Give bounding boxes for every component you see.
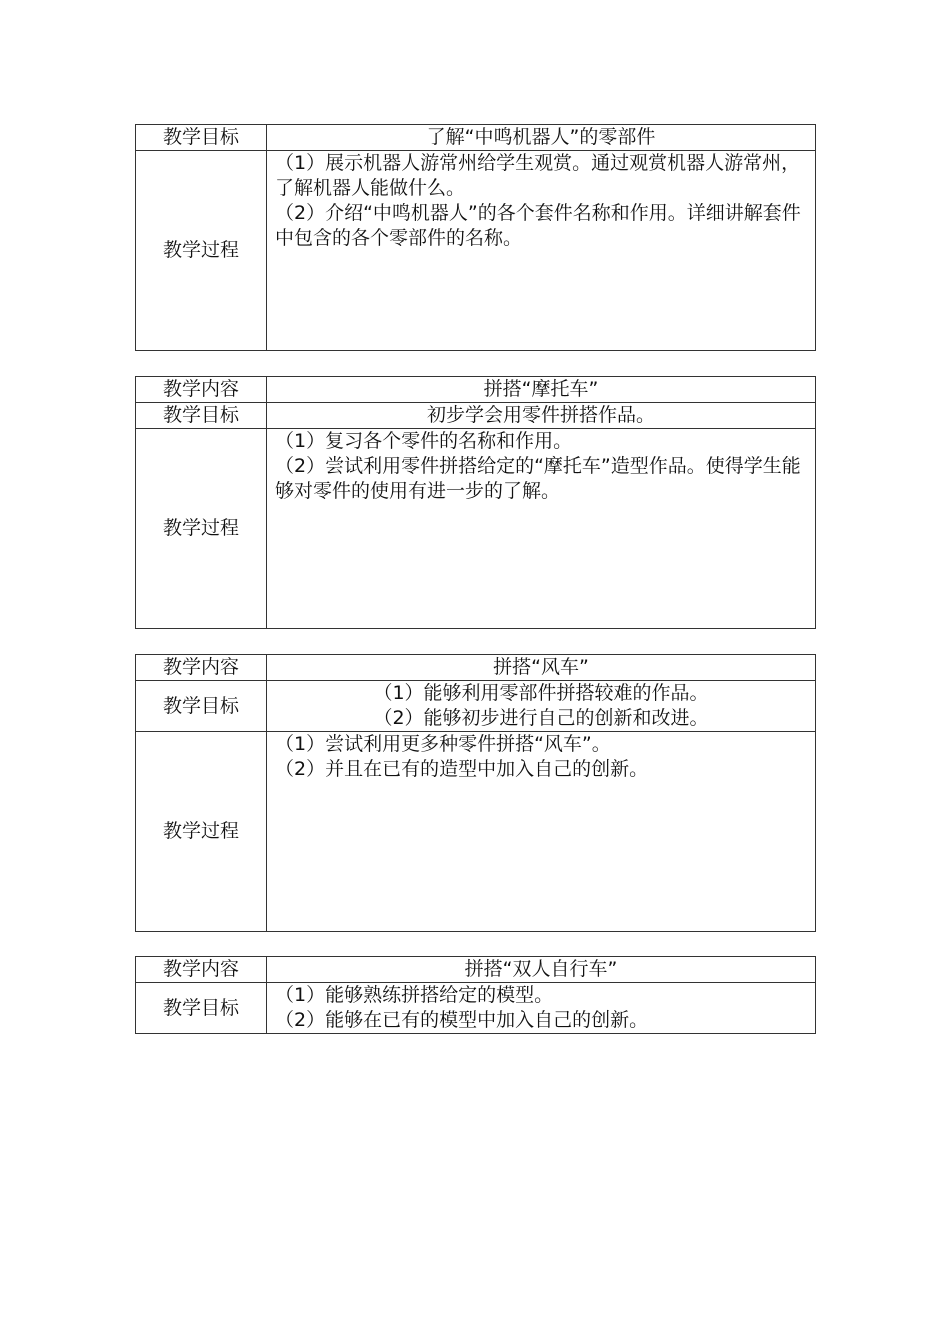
process-label: 教学过程 — [136, 429, 267, 629]
process-item: （1）展示机器人游常州给学生观赏。通过观赏机器人游常州，了解机器人能做什么。 — [275, 152, 801, 199]
content-value: 拼搭“风车” — [267, 655, 816, 681]
content-value: 拼搭“双人自行车” — [267, 957, 816, 983]
process-label: 教学过程 — [136, 732, 267, 932]
goal-item: （2）能够在已有的模型中加入自己的创新。 — [275, 1009, 649, 1031]
lesson-table-4 — [135, 956, 816, 1034]
lesson-table-1 — [135, 124, 816, 351]
process-item: （2）介绍“中鸣机器人”的各个套件名称和作用。详细讲解套件中包含的各个零部件的名称。 — [275, 202, 801, 249]
goal-label: 教学目标 — [136, 681, 267, 732]
process-item: （2）尝试利用零件拼搭给定的“摩托车”造型作品。使得学生能够对零件的使用有进一步的了解。 — [275, 455, 801, 502]
goal-label: 教学目标 — [136, 983, 267, 1034]
lesson-table-3 — [135, 654, 816, 932]
process-cell — [267, 429, 816, 629]
process-label: 教学过程 — [136, 151, 267, 351]
goal-item: （1）能够利用零部件拼搭较难的作品。 — [373, 682, 709, 704]
process-item: （1）复习各个零件的名称和作用。 — [275, 430, 573, 452]
content-label: 教学内容 — [136, 377, 267, 403]
goal-item: （2）能够初步进行自己的创新和改进。 — [373, 707, 709, 729]
lesson-table-2 — [135, 376, 816, 629]
content-value: 拼搭“摩托车” — [267, 377, 816, 403]
process-item: （2）并且在已有的造型中加入自己的创新。 — [275, 758, 649, 780]
goal-value: 初步学会用零件拼搭作品。 — [267, 403, 816, 429]
goal-label: 教学目标 — [136, 403, 267, 429]
content-label: 教学内容 — [136, 655, 267, 681]
process-cell — [267, 732, 816, 932]
goal-item: （1）能够熟练拼搭给定的模型。 — [275, 984, 554, 1006]
process-cell — [267, 151, 816, 351]
goal-cell — [267, 983, 816, 1034]
goal-value: 了解“中鸣机器人”的零部件 — [267, 125, 816, 151]
process-item: （1）尝试利用更多种零件拼搭“风车”。 — [275, 733, 611, 755]
content-label: 教学内容 — [136, 957, 267, 983]
goal-cell — [267, 681, 816, 732]
goal-label: 教学目标 — [136, 125, 267, 151]
